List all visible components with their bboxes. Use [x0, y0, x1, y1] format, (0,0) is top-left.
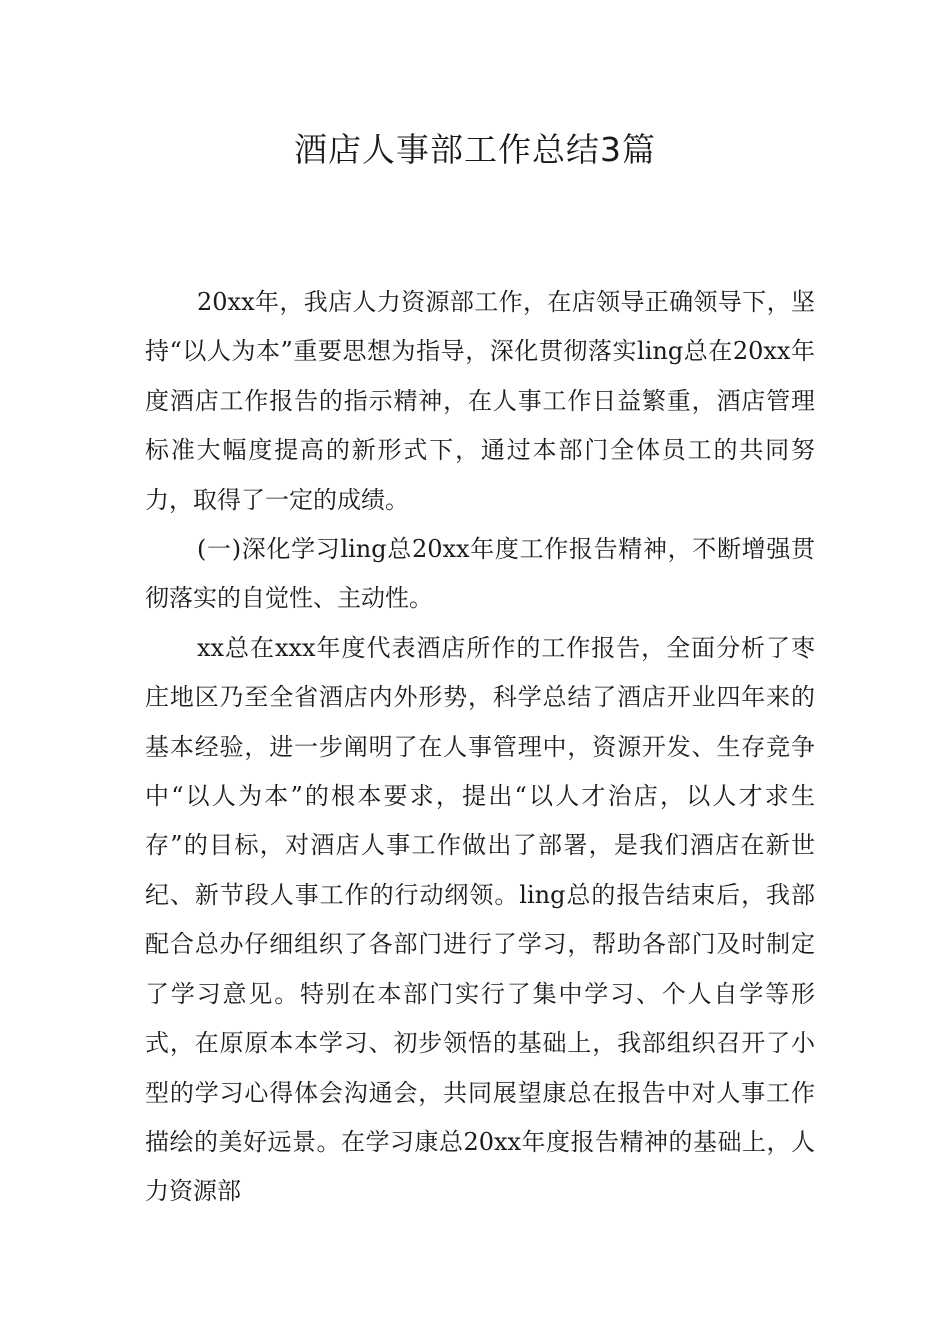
document-title: 酒店人事部工作总结3篇: [294, 130, 656, 169]
paragraph-section-one-heading: (一)深化学习ling总20xx年度工作报告精神，不断增强贯彻落实的自觉性、主动性。: [145, 535, 815, 613]
document-body: [145, 278, 815, 1217]
paragraph-section-one-body: xx总在xxx年度代表酒店所作的工作报告，全面分析了枣庄地区乃至全省酒店内外形势，科学总结了酒店开业四年来的基本经验，进一步阐明了在人事管理中，资源开发、生存竞争中“以人为本”的根本要求，提出“以人才治店，以人才求生存”的目标，对酒店人事工作做出了部署，是我们酒店在新世纪、新节段人事工作的行动纲领。ling总的报告结束后，我部配合总办仔细组织了各部门进行了学习，帮助各部门及时制定了学习意见。特别在本部门实行了集中学习、个人自学等形式，在原原本本学习、初步领悟的基础上，我部组织召开了小型的学习心得体会沟通会，共同展望康总在报告中对人事工作描绘的美好远景。在学习康总20xx年度报告精神的基础上，人力资源部: [145, 633, 815, 1206]
paragraph-intro: 20xx年，我店人力资源部工作，在店领导正确领导下，坚持“以人为本”重要思想为指导，深化贯彻落实ling总在20xx年度酒店工作报告的指示精神，在人事工作日益繁重，酒店管理标准大幅度提高的新形式下，通过本部门全体员工的共同努力，取得了一定的成绩。: [145, 288, 815, 514]
